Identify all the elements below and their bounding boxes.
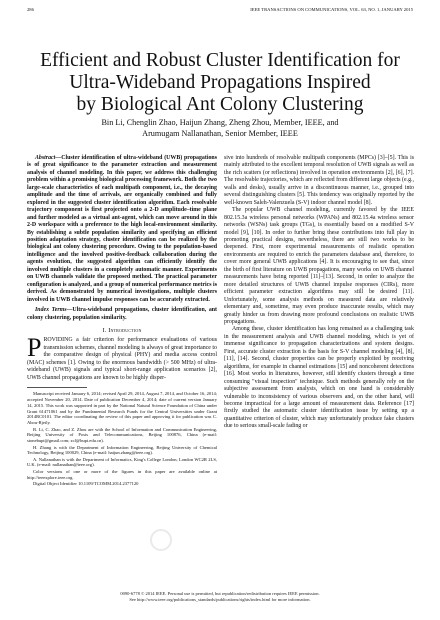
index-terms-text: —Ultra-wideband propagations, cluster identification, ant colony clustering, population similarity. [27,307,217,321]
footnote-affiliation-1: B. Li, C. Zhao, and Z. Zhou are with the School of Information and Communication Engineering, Beijing University of Posts and Telecommunications, Beijing 100876, China (e-mail: stonebupt@gmail.com; zcl@bupt.edu.cn). [27,426,217,444]
title-line-2: Ultra-Wideband Propagations Inspired [69,72,371,93]
section-heading-introduction: I. Introduction [102,326,142,334]
footnote-manuscript: Manuscript received January 6, 2014; revised April 29, 2014, August 7, 2014, and October 16, 2014; accepted November 20, 2014. Date of publication December 4, 2014; date of current version January 14, 2015. This work was supported in part by the National Natural Science Foundation of China under Grant 61471061 and by the Fundamental Research Funds for the Central Universities under Grant 2014RC0101. The editor coordinating the review of this paper and approving it for publication was C. Abou-Rjeily. [27,391,217,426]
paper-title [40,50,400,116]
right-column [224,155,414,431]
introduction [27,333,217,382]
footer-line-1: 0090-6778 © 2014 IEEE. Personal use is permitted, but republication/redistribution requires IEEE permission. [120,591,320,596]
page-number: 286 [27,7,34,12]
title-line-1: Efficient and Robust Cluster Identification for [40,50,400,71]
abstract-lead: Abstract— [35,155,62,161]
watermark [150,525,300,555]
watermark-logo-icon [150,529,172,551]
footnotes [27,391,217,487]
authors-line-1: Bin Li, Chenglin Zhao, Haijun Zhang, Zheng Zhou, Member, IEEE, and [101,118,339,127]
intro-text: a fair criterion for performance evaluations of various transmission schemes, channel modeling is always of great importance to the comparative design of physical (PHY) and media access control (MAC) schemes [1]. Owing to the enormous bandwidth (> 500 MHz) of ultra-wideband (UWB) signals and typical short-range application scenarios [2], UWB channel propagations are known to be highly disper- [27,337,217,381]
running-header [27,6,413,14]
abstract-text: Cluster identification of ultra-wideband (UWB) propagations is of great significance to the parameter extraction and measurement analysis of channel modeling. In this paper, we address this challenging problem within a promising biological processing framework. Both the two large-scale characteristics of each multipath component, i.e., the decaying amplitude and the time of arrivals, are organically combined and fully explored in the suggested cluster identification algorithm. Each resolvable trajectory component is first projected onto a 2-D amplitude–time plane and further modeled as a virtual ant-agent, which can move around in this 2-D workspace with a preference to the high local-environment similarity. By establishing a subtle population similarity and specifying an efficient position adaptation strategy, cluster identification can be realized by the biological ant colony clustering procedure. Owing to the population-based intelligence and the involved positive-feedback collaboration during the agents evolution, the suggested algorithm can efficiently identify the involved multiple clusters in a completely automatic manner. Experiments on UWB channels validate the proposed method. The practical parameter configuration is analyzed, and a group of numerical performance metrics is derived. As demonstrated by numerical investigations, multiple clusters involved in UWB channel impulse responses can be accurately extracted. [27,155,217,303]
right-paragraph-1: sive into hundreds of resolvable multipath components (MPCs) [3]–[5]. This is mainly attributed to the excellent temporal resolution of UWB signals as well as the rich scatters (or reflections) involved in operation environments [2], [6], [7]. The resolvable trajectories, which are reflected from different large objects (e.g., walls and desks), usually arrive in a discontinuous manner, i.e., grouped into several distinguishing clusters [5]. This tendency was originally reported by the well-known Saleh-Valenzuela (S-V) indoor channel model [8]. [224,155,414,206]
footnote-color-versions: Color versions of one or more of the figures in this paper are available online at http://ieeexplore.ieee.org. [27,468,217,480]
index-terms-lead: Index Terms [35,307,67,314]
intro-first-word: ROVIDING [43,337,73,344]
author-list [40,117,400,139]
footer-line-2: See http://www.ieee.org/publications_standards/publications/rights/index.html for more information. [129,597,311,602]
footnote-divider [27,387,87,388]
footnote-affiliation-2: H. Zhang is with the Department of Information Engineering, Beijing University of Chemical Technology, Beijing 100029, China (e-mail: haijun.zhang@ieee.org). [27,444,217,456]
copyright-footer [27,591,413,603]
footnote-affiliation-3: A. Nallanathan is with the Department of Informatics, King's College London, London WC2R 2LS, U.K. (e-mail: nallanathan@ieee.org). [27,456,217,468]
title-line-3: by Biological Ant Colony Clustering [76,94,364,115]
journal-info: IEEE TRANSACTIONS ON COMMUNICATIONS, VOL. 63, NO. 1, JANUARY 2015 [250,7,413,12]
left-column [27,155,217,487]
right-paragraph-2: The popular UWB channel modeling, currently favored by the IEEE 802.15.3a wireless personal networks (WPANs) and 802.15.4a wireless sensor networks (WSNs) task groups (TGs), is essentially based on a modified S-V model [9], [10]. In order to further bring these contributions into full play in promoting practical designs, nevertheless, there are still two works to be deepened. First, more experimental measurements of realistic operation environments are required to enrich the parameters database and, therefore, to cover more general UWB applications [4]. It is encouraging to see that, since the birth of first literature on UWB propagations, many works on UWB channel measurements have being reported [11]–[13]. Second, in order to analyze the more detailed structures of UWB channel impulse responses (CIRs), more efficient parameter extraction algorithms may still be desired [11]. Unfortunately, some analysis methods on measured data are relatively elementary and, sometime, may even produce inaccurate results, which may greatly hinder us from drawing more profound conclusions on realistic UWB propagations. [224,207,414,325]
drop-cap: P [27,333,42,363]
authors-line-2: Arumugam Nallanathan, Senior Member, IEEE [142,129,298,138]
footnote-doi: Digital Object Identifier 10.1109/TCOMM.2014.2377120 [33,481,139,487]
right-paragraph-3: Among these, cluster identification has long remained as a challenging task in the measurement analysis and UWB channel modeling, which is yet of immense significance to propagation characterizations and system designs. First, accurate cluster extraction is the basis for S-V channel modeling [4], [8], [11], [14]. Second, cluster properties can be properly exploited by receiving algorithms, for example in channel estimations [15] and noncoherent detections [16]. Most works in literatures, however, still identify clusters through a time consuming "visual inspection" technique. Such methods generally rely on the subjective assessment from analysts, which on one hand is considerably vulnerable to inconsistency of various observers and, on the other hand, will become impractical for a large amount of measurement data. Reference [17] firstly studied the automatic cluster identification issue by setting up a quantitative criterion of cluster, which may unfortunately produce fake clusters due to serious small-scale fading or [224,326,414,430]
abstract [27,155,217,304]
index-terms [27,307,217,322]
